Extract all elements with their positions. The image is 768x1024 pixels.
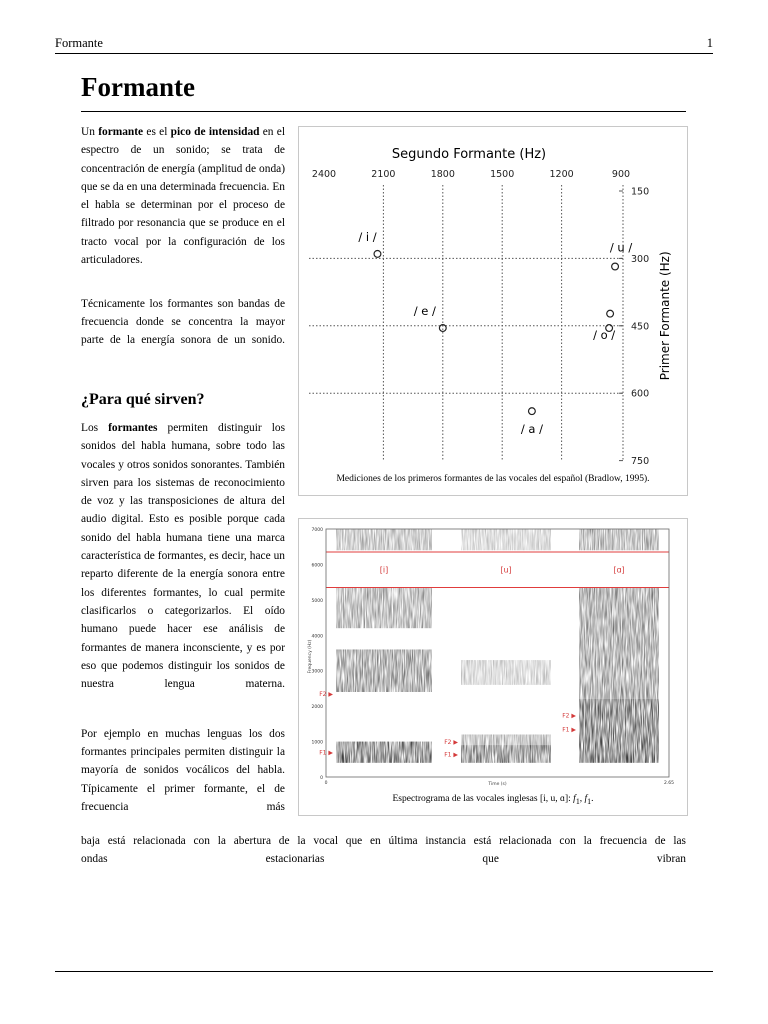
full-width-line-2: ondas estacionarias que vibran xyxy=(81,853,686,866)
section-paragraph-1: Los formantes permiten distinguir los sonidos del habla humana, sobre todo las vocales y otros sonidos sonorantes. También sirven para los sistemas de reconocimiento de voz y las transposiciones de altura del audio digital. Esto es posible porque cada sonido del habla humana tiene una marca característica de formantes, es decir, hace un reparto diferente de la energía sonora entre los diferentes formantes, lo cual permite clasificarlos o categorizarlos. El oído humano puede hacer ese análisis de formantes de manera inconsciente, y es por eso que podemos distinguir los sonidos de nuestra lengua materna. xyxy=(81,422,285,691)
x-tick-label: 0 xyxy=(324,781,328,786)
band-a-f1f2 xyxy=(579,699,659,763)
x-axis-label: Time (s) xyxy=(488,782,507,787)
formant-label: F1 ▶ xyxy=(444,751,458,759)
vowel-point xyxy=(529,408,536,415)
y-tick-label: 4000 xyxy=(311,634,323,640)
caption-sub1: 1 xyxy=(575,796,580,806)
x-tick-label: 1200 xyxy=(549,169,574,180)
vowel-label: / e / xyxy=(413,304,436,319)
vowel-label: [u] xyxy=(500,565,512,575)
y-tick-label: 450 xyxy=(631,321,650,333)
caption-f1: f xyxy=(573,794,576,804)
formant-label: F2 ▶ xyxy=(319,691,333,699)
y-tick-label: 6000 xyxy=(311,563,323,569)
y-tick-label: 3000 xyxy=(311,669,323,675)
y-tick-label: 750 xyxy=(631,456,650,468)
band-u-f2 xyxy=(461,734,551,745)
header-rule xyxy=(55,53,713,54)
vowel-label: [ɑ] xyxy=(613,565,625,575)
vowel-label: [i] xyxy=(379,565,389,575)
section-column xyxy=(81,419,285,835)
y-tick-label: 150 xyxy=(631,186,650,198)
x-tick-label: 900 xyxy=(611,169,631,180)
running-header-title: Formante xyxy=(55,36,103,50)
y-axis-label: Primer Formante (Hz) xyxy=(658,251,672,381)
spectrogram-figure xyxy=(298,518,688,816)
y-tick-label: 1000 xyxy=(311,740,323,746)
intro-column xyxy=(81,123,285,368)
section-heading: ¿Para qué sirven? xyxy=(81,391,205,408)
vowel-point xyxy=(374,251,381,258)
figure1-caption: Mediciones de los primeros formantes de las vocales del español (Bradlow, 1995). xyxy=(336,474,650,484)
figure2-caption: Espectrograma de las vocales inglesas [i, u, ɑ]: $f_1$, $f_1$. xyxy=(392,794,594,806)
y-tick-label: 2000 xyxy=(311,705,323,711)
band-i-high xyxy=(336,529,432,550)
x-tick-label: 1500 xyxy=(490,169,515,180)
vowel-label: / a / xyxy=(520,422,543,437)
figure2-caption-text: Espectrograma de las vocales inglesas [i, u, ɑ]: xyxy=(392,794,574,804)
band-i-f1 xyxy=(336,742,432,763)
page-number: 1 xyxy=(706,36,713,50)
formant-label: F2 ▶ xyxy=(562,712,576,720)
full-width-text xyxy=(81,832,686,869)
intro-paragraph-2: Técnicamente los formantes son bandas de frecuencia donde se concentra la mayor parte de la energía sonora de un sonido. xyxy=(81,297,285,347)
y-tick-label: 7000 xyxy=(311,528,323,533)
y-tick-label: 600 xyxy=(631,388,650,400)
caption-sub2: 1 xyxy=(587,796,592,806)
caption-f2: f xyxy=(584,794,588,804)
band-u-high xyxy=(461,529,551,550)
chart-title: Segundo Formante (Hz) xyxy=(391,147,547,162)
x-tick-label: 2.65 xyxy=(663,781,675,786)
vowel-point xyxy=(607,310,614,317)
section-paragraph-2: Por ejemplo en muchas lenguas los dos formantes principales permiten distinguir la mayoría de sonidos vocálicos del habla. Típicamente el primer formante, el de frecuencia más xyxy=(81,727,285,813)
vowel-label: / o / xyxy=(593,328,616,343)
full-width-line-1: baja está relacionada con la abertura de la vocal que en última instancia está relacionada con la frecuencia de las xyxy=(81,835,686,847)
y-tick-label: 0 xyxy=(320,776,323,781)
vowel-label: / i / xyxy=(358,229,377,244)
formant-label: F1 ▶ xyxy=(562,726,576,734)
title-rule xyxy=(81,111,686,112)
band-u-f3 xyxy=(461,660,551,685)
band-i-f2 xyxy=(336,649,432,692)
x-tick-label: 2100 xyxy=(371,169,396,180)
formant-label: F1 ▶ xyxy=(319,749,333,757)
formant-label: F2 ▶ xyxy=(444,739,458,747)
y-axis-label: Frequency (Hz) xyxy=(308,639,313,674)
band-a-high xyxy=(579,529,659,550)
band-u-f1 xyxy=(461,745,551,763)
formant-chart xyxy=(299,127,687,472)
x-tick-label: 2400 xyxy=(311,169,337,180)
intro-paragraph-1: Un formante es el pico de intensidad en el espectro de un sonido; se trata de concentración de energía (amplitud de onda) que se da en una determinada frecuencia. En el habla se determinan por el proceso de filtrado por resonancia que se produce en el tracto vocal por la configuración de los articuladores. xyxy=(81,126,285,267)
article-title: Formante xyxy=(81,72,195,102)
x-tick-label: 1800 xyxy=(430,169,455,180)
y-tick-label: 300 xyxy=(631,253,650,265)
vowel-label: / u / xyxy=(609,240,633,255)
spectrogram xyxy=(299,519,687,791)
vowel-point xyxy=(612,263,619,270)
formant-chart-figure xyxy=(298,126,688,496)
running-header xyxy=(55,36,713,52)
y-tick-label: 5000 xyxy=(311,598,323,604)
footer-rule xyxy=(55,971,713,972)
band-a-f3 xyxy=(579,579,659,699)
